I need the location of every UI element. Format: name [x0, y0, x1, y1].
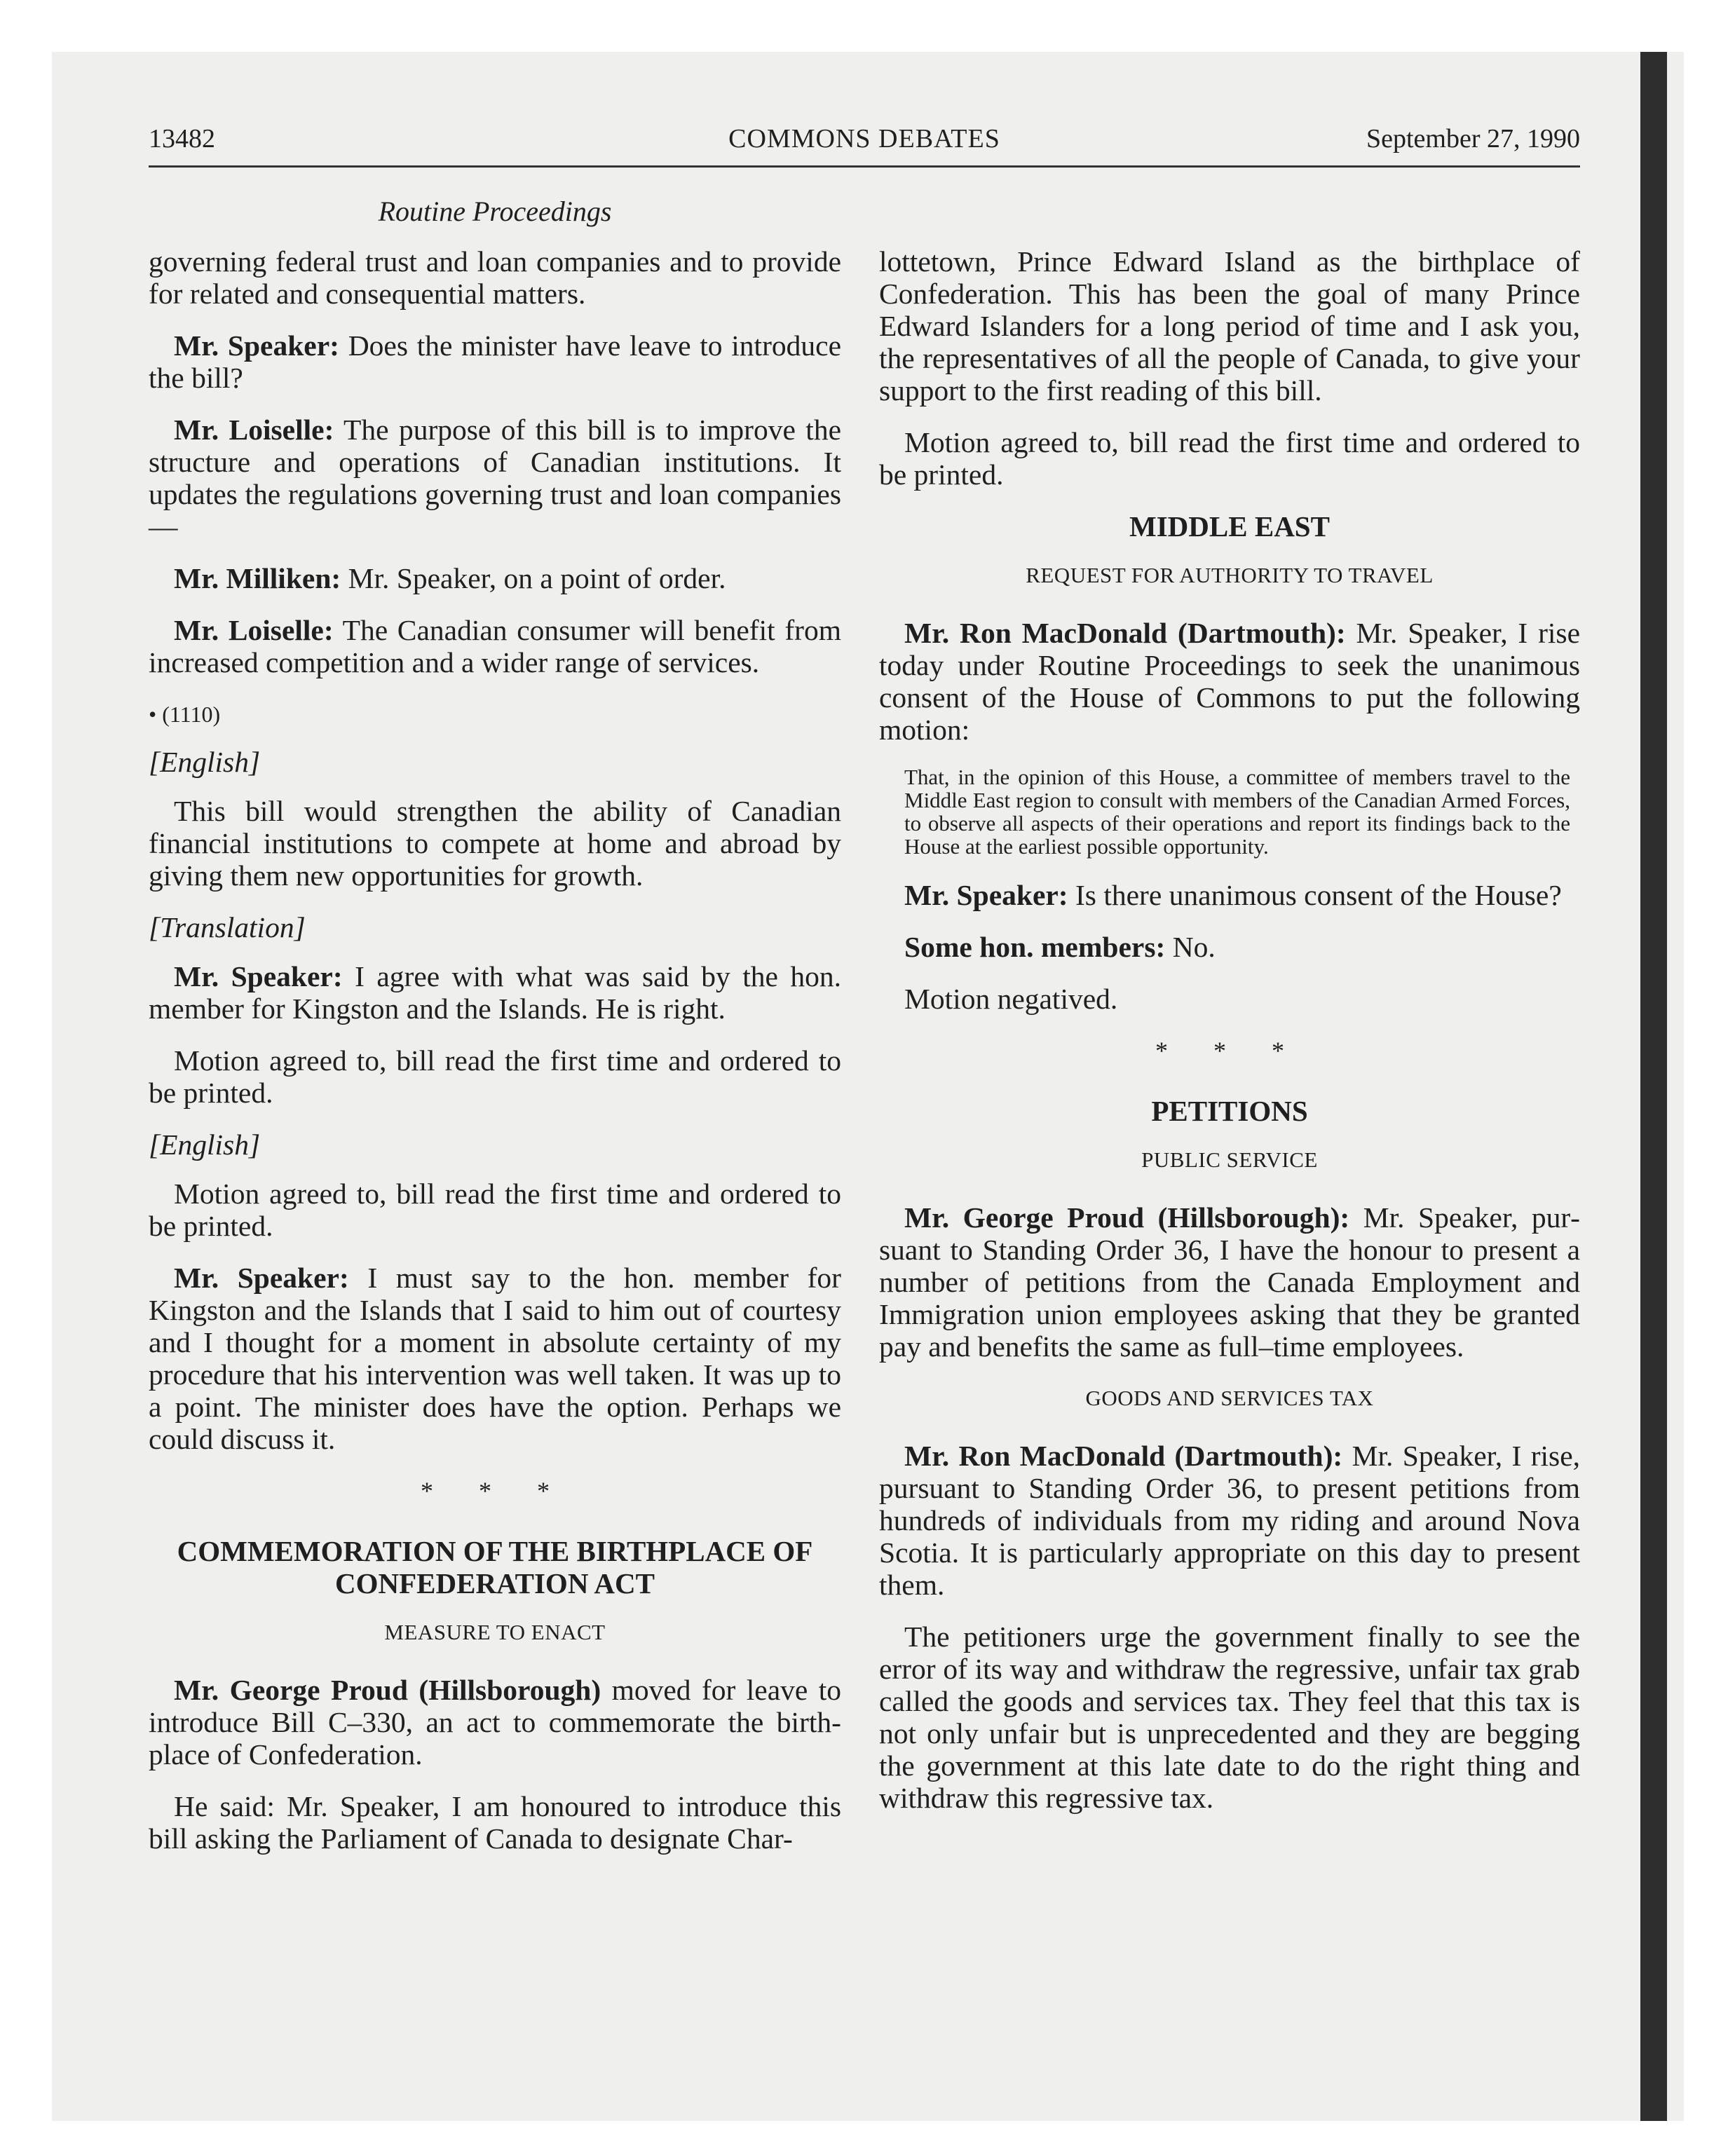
language-tag: [English] — [149, 746, 261, 778]
section-heading: COMMEMORATION OF THE BIRTHPLACE OF CONFEDERATION ACT — [177, 1535, 813, 1599]
paragraph: Motion agreed to, bill read the first time and ordered to be printed. — [879, 426, 1580, 491]
speech-paragraph — [149, 614, 841, 678]
speech-paragraph — [149, 960, 841, 1025]
speaker-name: Mr. Speaker: — [174, 960, 343, 992]
speech-text: Mr. Speaker, on a point of order. — [341, 562, 726, 594]
speaker-name: Some hon. members: — [904, 931, 1166, 963]
speech-text: Does the minister have leave to introduce the bill? — [149, 329, 841, 394]
speech-paragraph — [149, 562, 841, 594]
left-column — [149, 245, 841, 1874]
publication-date: September 27, 1990 — [1366, 124, 1580, 153]
publication-title: COMMONS DEBATES — [728, 124, 1000, 153]
paragraph: Motion agreed to, bill read the first time and ordered to be printed. — [149, 1044, 841, 1109]
paragraph: The petitioners urge the government finally to see the error of its way and withdraw the regressive, unfair tax grab called the goods and services tax. They feel that this tax is not only unfair but is unprecedented and they are begging the government at this late date to do the right thing and withdraw this regressive tax. — [879, 1621, 1580, 1814]
speaker-name: Mr. George Proud (Hillsborough): — [904, 1201, 1350, 1234]
section-heading: PETITIONS — [1151, 1095, 1308, 1127]
language-tag: [Translation] — [149, 911, 306, 943]
speaker-name: Mr. Loiselle: — [174, 414, 334, 446]
speaker-name: Mr. Speaker: — [174, 329, 339, 362]
section-subheading: REQUEST FOR AUTHORITY TO TRAVEL — [1026, 563, 1434, 587]
section-subheading: GOODS AND SERVICES TAX — [1085, 1386, 1374, 1410]
time-marker: • (1110) — [149, 702, 221, 727]
speaker-name: Mr. Loiselle: — [174, 614, 334, 646]
right-column — [879, 245, 1580, 1834]
speaker-name: Mr. Speaker: — [904, 879, 1068, 911]
speaker-name: Mr. Ron MacDonald (Dartmouth): — [904, 1440, 1343, 1472]
page-header — [149, 123, 1580, 165]
speech-text: Mr. Speaker, I rise, pursuant to Standing Order 36, to present petitions from hundreds of individuals from my riding and around Nova Scotia. It is particularly appropriate on this day to present them. — [879, 1440, 1580, 1601]
page-number: 13482 — [149, 124, 215, 153]
speech-text: Is there unanimous consent of the House? — [1068, 879, 1562, 911]
speaker-name: Mr. George Proud (Hillsborough) — [174, 1674, 601, 1706]
scan-edge-shadow — [1640, 52, 1667, 2121]
speech-paragraph — [879, 879, 1580, 911]
section-heading: MIDDLE EAST — [1129, 510, 1330, 543]
speech-paragraph — [149, 329, 841, 394]
language-tag: [English] — [149, 1128, 261, 1161]
speaker-name: Mr. Speaker: — [174, 1262, 349, 1294]
motion-text: That, in the opinion of this House, a committee of members travel to the Middle East region to consult with members of the Canadian Armed Forces, to observe all aspects of their operations and report its findings back to the House at the earliest possible opportunity. — [904, 765, 1570, 859]
paragraph: governing federal trust and loan companies and to provide for related and consequential matters. — [149, 245, 841, 310]
speech-text: I must say to the hon. member for Kingston and the Islands that I said to him out of courtesy and I thought for a moment in absolute certainty of my procedure that his intervention was well taken. It was up to a point. The minister does have the option. Perhaps we could discuss it. — [149, 1262, 841, 1455]
section-subheading: MEASURE TO ENACT — [384, 1620, 606, 1644]
speech-paragraph — [879, 1440, 1580, 1601]
speech-text: No. — [1165, 931, 1216, 963]
header-rule — [149, 165, 1580, 168]
speech-text: moved for leave to introduce Bill C–330, an act to commemorate the birthplace of Confederation. — [149, 1674, 841, 1770]
speaker-name: Mr. Ron MacDonald (Dartmouth): — [904, 617, 1346, 649]
speech-text: Mr. Speaker, pursuant to Standing Order 36, I have the honour to present a number of petitions from the Canada Employment and Immigration union employees asking that they be granted pay and benefits the same as full–time employees. — [879, 1201, 1580, 1363]
section-separator: * * * — [1155, 1037, 1304, 1065]
section-subheading: PUBLIC SERVICE — [1141, 1147, 1318, 1172]
paragraph: lottetown, Prince Edward Island as the birthplace of Confederation. This has been the goal of many Prince Edward Islanders for a long period of time and I ask you, the representatives of all the people of Canada, to give your support to the first reading of this bill. — [879, 245, 1580, 407]
paragraph: This bill would strengthen the ability of Canadian financial institutions to compete at home and abroad by giving them new opportunities for growth. — [149, 795, 841, 892]
speech-paragraph — [879, 1201, 1580, 1363]
speech-paragraph — [149, 1262, 841, 1455]
speech-paragraph — [879, 617, 1580, 746]
speech-text: The purpose of this bill is to improve the structure and operations of Canadian institutions. It updates the regulations governing trust and loan companies— — [149, 414, 841, 543]
speech-paragraph — [149, 414, 841, 543]
paragraph: He said: Mr. Speaker, I am honoured to introduce this bill asking the Parliament of Canada to designate Char- — [149, 1790, 841, 1855]
speech-text: The Canadian consumer will benefit from increased competition and a wider range of services. — [149, 614, 842, 678]
paragraph: Motion agreed to, bill read the first time and ordered to be printed. — [149, 1178, 841, 1242]
speaker-name: Mr. Milliken: — [174, 562, 341, 594]
speech-paragraph — [879, 931, 1580, 963]
section-label: Routine Proceedings — [378, 196, 612, 227]
speech-text: I agree with what was said by the hon. member for Kingston and the Islands. He is right. — [149, 960, 841, 1025]
paragraph: Motion negatived. — [904, 983, 1118, 1015]
speech-paragraph — [149, 1674, 841, 1770]
speech-text: Mr. Speaker, I rise today under Routine Proceedings to seek the unanimous consent of the House of Commons to put the following motion: — [879, 617, 1580, 746]
section-separator: * * * — [421, 1477, 569, 1505]
